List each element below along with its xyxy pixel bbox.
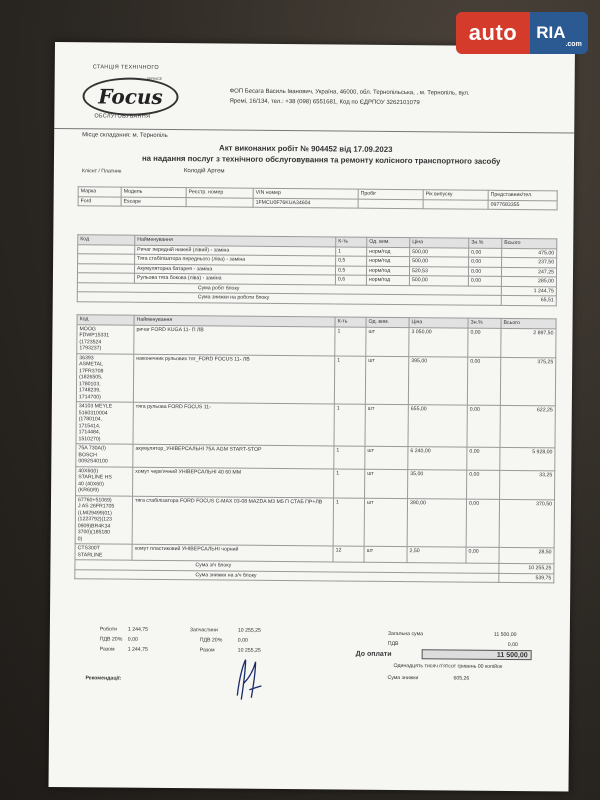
company-line-2: Яремі, 16/134, тел.: +38 (098) 6551681, Код по ЄДРПОУ 3262101079: [229, 98, 420, 107]
logo-bottom-text: ОБСЛУГОВУВАННЯ: [94, 113, 151, 120]
works-cell: Ричаг передній нижній (лівий) - заміна: [135, 245, 336, 256]
parts-cell: шт: [366, 327, 409, 356]
works-cell: Тяга стабілізатора переднього (лівa) - заміна: [135, 254, 336, 265]
parts-header-cell: Ціна: [409, 318, 468, 328]
works-total-label: Разом: [99, 646, 115, 653]
parts-header-cell: Код: [77, 315, 134, 325]
works-cell: 520,53: [409, 266, 468, 276]
works-sum-value: 1 244,75: [501, 286, 556, 296]
to-pay-label: До оплати: [355, 650, 392, 658]
grand-total-value: 11 500,00: [493, 631, 517, 639]
works-vat-label: ПДВ 20%: [99, 636, 123, 643]
parts-cell: 75A 730A(I) BOSCH 0092S40100: [76, 444, 133, 467]
vehicle-value-cell: [186, 197, 253, 207]
parts-value: 10 255,25: [237, 627, 261, 634]
vehicle-header-cell: Пробіг: [358, 189, 423, 199]
logo-sub-text: SERVICE: [146, 76, 163, 81]
works-value: 1 244,75: [127, 626, 149, 633]
works-header-cell: Од. вим.: [367, 237, 410, 247]
parts-cell: 33,25: [500, 470, 555, 499]
parts-header-cell: К-ть: [335, 317, 366, 327]
autoria-text-auto: auto: [468, 20, 518, 45]
parts-row: [75, 495, 554, 548]
discount-total-label: Сума знижки: [387, 674, 419, 682]
works-cell: [78, 254, 135, 264]
autoria-watermark: [456, 12, 588, 54]
parts-cell: 395,00: [408, 356, 467, 405]
vehicle-value-cell: [423, 199, 488, 209]
parts-discount-label: Сума знижки на з/ч блоку: [75, 569, 499, 582]
parts-label: Запчастини: [189, 627, 218, 634]
works-cell: норм/год: [366, 266, 409, 276]
works-cell: 0,00: [469, 257, 502, 267]
parts-cell: 5 928,00: [500, 447, 555, 470]
parts-vat-label: ПДВ 20%: [199, 637, 223, 644]
to-pay-value: 11 500,00: [422, 649, 532, 660]
works-discount-label: Сума знижки на роботи блоку: [77, 292, 501, 305]
works-cell: 500,00: [410, 257, 469, 267]
parts-cell: 622,25: [500, 405, 555, 447]
works-cell: 1: [336, 246, 367, 256]
works-cell: 285,00: [501, 276, 556, 286]
works-cell: 475,00: [502, 248, 557, 258]
vehicle-table: [78, 186, 558, 210]
vehicle-value-cell: Ford: [78, 196, 121, 206]
works-cell: 0,00: [468, 267, 501, 277]
parts-cell: MOOG FDWP15331 (1723524 1793237): [77, 324, 134, 353]
logo-top-text: СТАНЦІЯ ТЕХНІЧНОГО: [92, 64, 159, 71]
parts-total-value: 10 255,25: [237, 647, 261, 654]
parts-cell: 6 240,00: [408, 447, 467, 470]
works-header-cell: Код: [78, 235, 135, 245]
parts-header-cell: Всього: [501, 318, 556, 328]
logo-word: Focus: [98, 84, 163, 109]
parts-discount-value: 539,75: [499, 573, 554, 583]
amount-in-words: Одинадцять тисяч п'ятсот гривень 00 копійок: [393, 662, 503, 670]
works-cell: Рульова тяга бокова (ліва) - заміна: [134, 273, 335, 284]
parts-cell: 655,00: [408, 405, 467, 448]
works-header-cell: Ціна: [410, 238, 469, 248]
parts-cell: 0,00: [468, 328, 501, 357]
parts-cell: 390,00: [407, 498, 466, 547]
works-cell: норм/год: [366, 275, 409, 285]
vehicle-value-cell: [358, 199, 423, 209]
parts-cell: хомут черв'ячний УНІВЕРСАЛЬНІ 40 60 ММ: [133, 467, 334, 498]
parts-cell: шт: [364, 498, 407, 547]
parts-cell: шт: [365, 469, 408, 498]
parts-header-cell: Найменування: [134, 315, 335, 326]
parts-cell: хомут пластиковий УНІВЕРСАЛЬНІ чорний: [132, 544, 333, 562]
parts-cell: ричаг FORD KUGA 11- П ЛВ: [134, 325, 335, 356]
logo-oval: [82, 77, 178, 116]
parts-table: [74, 314, 556, 583]
works-total-value: 1 244,75: [127, 646, 148, 653]
recommendations-label: Рекомендації:: [85, 675, 122, 682]
client-name: Колодій Артем: [183, 168, 225, 175]
works-header-cell: Зн.%: [469, 238, 502, 248]
works-cell: 0,5: [336, 256, 367, 266]
vehicle-header-cell: Марка: [78, 187, 121, 197]
parts-cell: шт: [365, 446, 408, 469]
works-cell: 0,5: [335, 265, 366, 275]
works-cell: 237,50: [502, 257, 557, 267]
autoria-red-part: [456, 12, 530, 54]
parts-header-cell: Зн.%: [468, 318, 501, 328]
parts-sum-value: 10 255,25: [499, 563, 554, 573]
works-cell: 0,00: [468, 276, 501, 286]
works-discount-value: 65,51: [501, 295, 556, 305]
works-header-cell: К-ть: [336, 237, 367, 247]
focus-service-logo: [72, 64, 182, 121]
parts-cell: 40X60(I) STARLINE HS 40 (40X60) (KR60/9): [76, 466, 133, 495]
pdv-label: ПДВ: [387, 640, 399, 648]
vehicle-value-cell: Escape: [121, 197, 186, 207]
parts-cell: шт: [365, 404, 408, 446]
vehicle-header-cell: Рік випуску: [423, 190, 488, 200]
parts-cell: тяга стабілізатора FORD FOCUS C-MAX 03-08 MAZDA M3 M5 П СТАБ ПР+ЛВ: [132, 496, 333, 546]
works-cell: 0,6: [335, 275, 366, 285]
pdv-value: 0,00: [507, 641, 518, 649]
parts-cell: тяга рульова FORD FOCUS 11-: [133, 402, 334, 446]
parts-cell: 28,50: [499, 547, 554, 563]
parts-cell: 0,00: [467, 405, 500, 447]
parts-cell: 1: [334, 446, 365, 469]
parts-cell: 34103 MEYLE 5160310004 (1780104, 1715414, 1714484, 1510270): [76, 402, 133, 444]
parts-cell: 2 897,50: [501, 328, 556, 357]
works-cell: [78, 244, 135, 254]
parts-row: [77, 324, 556, 357]
parts-cell: 1: [334, 404, 365, 446]
autoria-text-ria: RIA: [536, 23, 566, 42]
vehicle-header-cell: Реєстр. номер: [186, 188, 253, 198]
parts-cell: CTS300T STARLINE: [75, 544, 132, 560]
parts-cell: шт: [364, 546, 407, 562]
vehicle-header-cell: Модель: [121, 187, 186, 197]
handwritten-signature: [229, 656, 269, 702]
parts-cell: 0,00: [466, 547, 499, 563]
grand-total-label: Загальна сума: [387, 630, 424, 638]
parts-cell: наконечник рульових тяг_FORD FOCUS 11- ЛВ: [133, 354, 334, 404]
parts-cell: шт: [365, 356, 408, 405]
parts-cell: 1: [334, 468, 365, 497]
works-cell: Акумуляторна батарея - заміна: [134, 264, 335, 275]
company-line-1: ФОП Бесага Василь Іванович, Україна, 46000, обл. Тернопільська, , м. Тернопіль, вул.: [229, 88, 470, 97]
parts-cell: 0,00: [467, 447, 500, 470]
parts-cell: 35,00: [408, 469, 467, 499]
works-cell: норм/год: [367, 247, 410, 257]
works-cell: 0,00: [469, 248, 502, 258]
parts-cell: 370,50: [499, 499, 554, 548]
works-sum-label: Сума робіт блоку: [77, 282, 501, 295]
works-label: Роботи: [99, 626, 118, 633]
parts-cell: 375,25: [500, 357, 555, 406]
parts-cell: 1: [333, 497, 364, 546]
parts-cell: 0,00: [467, 357, 500, 406]
parts-cell: 3 050,00: [409, 327, 468, 357]
parts-cell: акумулятор_УНІВЕРСАЛЬНІ 75А AGM START-STOP: [133, 444, 334, 468]
invoice-paper: [48, 42, 574, 792]
works-cell: 247,25: [501, 267, 556, 277]
works-cell: 500,00: [410, 247, 469, 257]
works-cell: [77, 273, 134, 283]
vehicle-value-cell: 1FMCU0F76KUA34604: [253, 198, 358, 208]
parts-vat-value: 0,00: [237, 637, 248, 644]
parts-row: [76, 466, 555, 499]
works-header-cell: Найменування: [135, 235, 336, 246]
parts-sum-label: Сума з/ч блоку: [75, 560, 499, 573]
works-cell: норм/год: [367, 256, 410, 266]
vehicle-header-cell: VIN номер: [253, 188, 358, 198]
parts-header-cell: Од. вим.: [366, 317, 409, 327]
works-table: [77, 234, 558, 306]
works-vat-value: 0,00: [127, 636, 138, 643]
autoria-blue-part: [530, 12, 588, 54]
parts-row: [76, 402, 555, 448]
parts-cell: 2,50: [407, 547, 466, 564]
vehicle-header-cell: Представник/тел.: [488, 190, 557, 200]
parts-cell: 0,00: [466, 499, 499, 548]
parts-cell: 67760+51069) J AS 26FR1705 (LMI29499(01) (1223792)(123 0909)BR4K34 3700)(185180 0): [75, 495, 132, 544]
discount-total-value: 605,26: [453, 675, 470, 682]
parts-total-label: Разом: [199, 647, 215, 654]
works-header-cell: Всього: [502, 238, 557, 248]
parts-cell: 12: [333, 546, 364, 562]
parts-cell: 36393 ASMETAL 17FR3708 (1826505, 1780103, 1748239, 1714700): [76, 353, 133, 402]
act-subtitle: на надання послуг з технічного обслуговування та ремонту колісного транспортного засобу: [141, 153, 501, 166]
parts-cell: 1: [334, 355, 365, 404]
client-label: Клієнт / Платник: [81, 168, 122, 175]
works-cell: [77, 263, 134, 273]
parts-row: [76, 353, 555, 406]
parts-cell: 0,00: [467, 470, 500, 499]
act-title: Акт виконаних робіт № 904452 від 17.09.2023: [219, 143, 393, 154]
works-cell: 500,00: [409, 276, 468, 286]
parts-cell: 1: [335, 326, 366, 355]
autoria-text-dotcom: .com: [565, 41, 582, 48]
vehicle-value-cell: 0977683355: [488, 200, 557, 210]
place-text: Місце складання: м. Тернопіль: [82, 132, 168, 139]
